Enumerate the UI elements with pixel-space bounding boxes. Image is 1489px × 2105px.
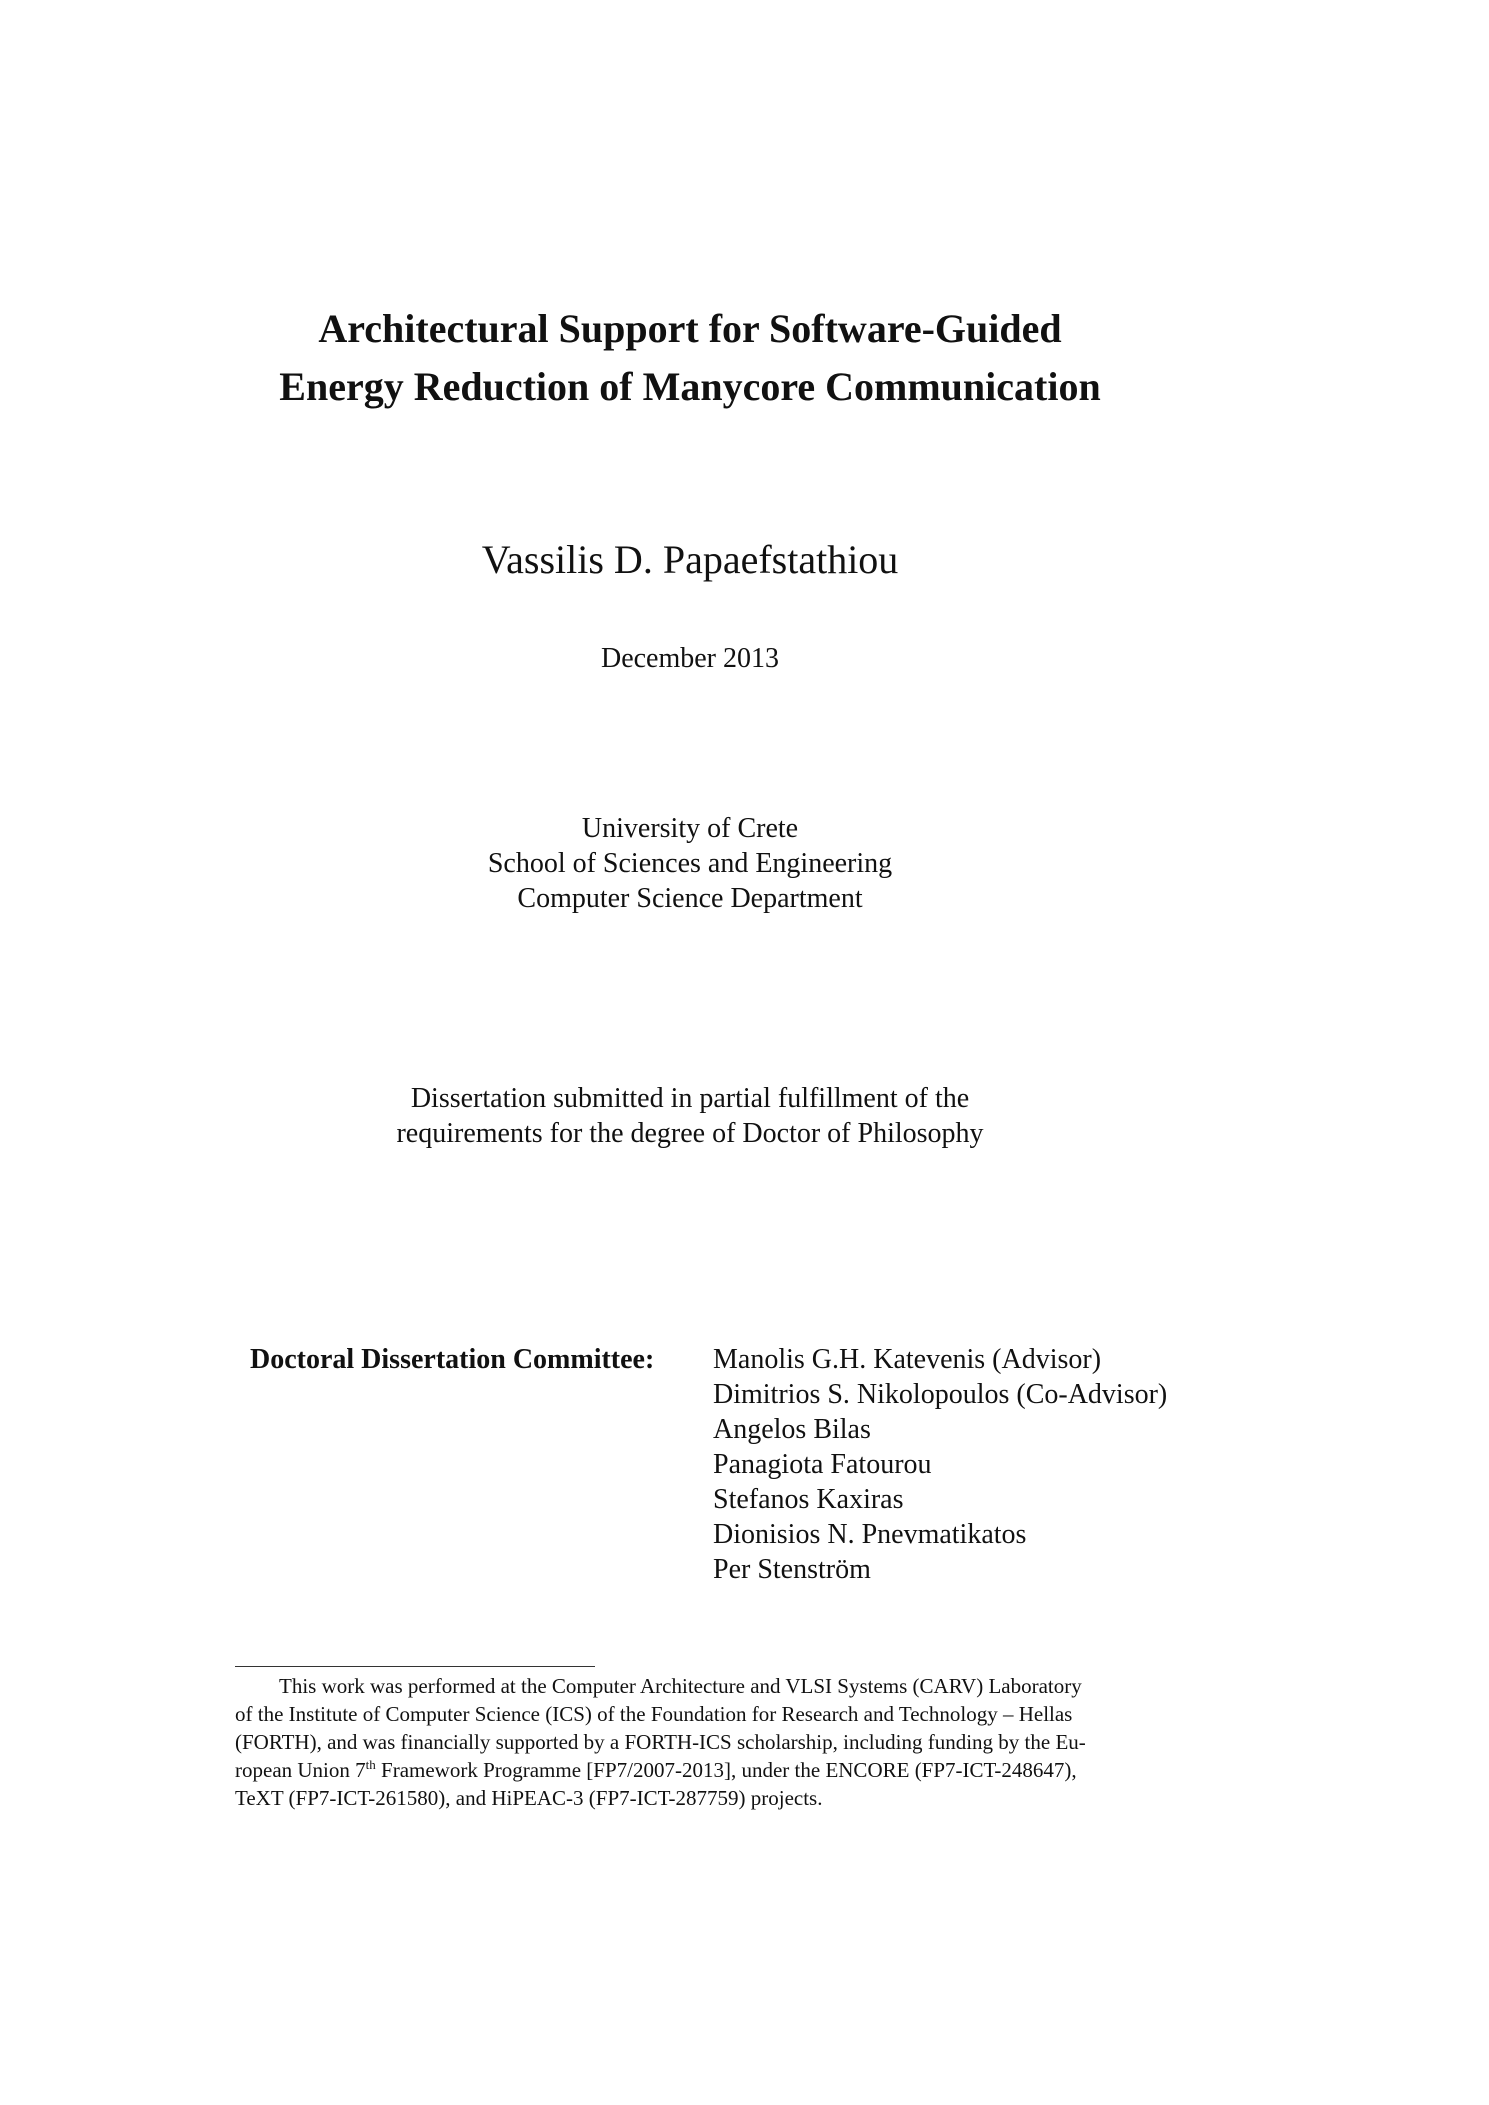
committee-member: Per Stenström [713, 1554, 871, 1585]
footnote-line-3: (FORTH), and was financially supported by a FORTH-ICS scholarship, including funding by the Eu- [235, 1730, 1086, 1754]
footnote-line-2: of the Institute of Computer Science (ICS) of the Foundation for Research and Technology – Hellas [235, 1702, 1073, 1726]
author-name: Vassilis D. Papaefstathiou [481, 537, 899, 582]
dissertation-statement-line-1: Dissertation submitted in partial fulfillment of the [410, 1083, 970, 1114]
committee-member: Angelos Bilas [713, 1414, 871, 1445]
committee-list [713, 1342, 1167, 1587]
submission-date: December 2013 [600, 643, 780, 674]
committee-member: Panagiota Fatourou [713, 1449, 932, 1480]
footnote-line-4-end: Framework Programme [FP7/2007-2013], under the ENCORE (FP7-ICT-248647), [375, 1758, 1077, 1782]
committee-member: Stefanos Kaxiras [713, 1484, 904, 1515]
footnote-line-4 [235, 1756, 1135, 1784]
committee-label: Doctoral Dissertation Committee: [250, 1344, 655, 1375]
department-name: Computer Science Department [517, 883, 863, 914]
affiliation-block [0, 811, 1380, 916]
footnote-rule [235, 1666, 595, 1667]
university-name: University of Crete [581, 813, 799, 844]
footnote-line-1: This work was performed at the Computer Architecture and VLSI Systems (CARV) Laboratory [279, 1674, 1082, 1698]
dissertation-statement-line-2: requirements for the degree of Doctor of Philosophy [396, 1118, 984, 1149]
footnote [235, 1672, 1135, 1812]
school-name: School of Sciences and Engineering [487, 848, 893, 879]
ordinal-superscript: th [365, 1757, 376, 1772]
thesis-title [0, 300, 1380, 416]
dissertation-statement [0, 1081, 1380, 1151]
footnote-line-5: TeXT (FP7-ICT-261580), and HiPEAC-3 (FP7-ICT-287759) projects. [235, 1786, 823, 1810]
footnote-line-4-start: ropean Union 7 [235, 1758, 366, 1782]
committee-member: Dimitrios S. Nikolopoulos (Co-Advisor) [713, 1379, 1168, 1410]
committee-member: Dionisios N. Pnevmatikatos [713, 1519, 1027, 1550]
thesis-title-line-2: Energy Reduction of Manycore Communication [279, 364, 1101, 409]
committee-member: Manolis G.H. Katevenis (Advisor) [713, 1344, 1102, 1375]
thesis-title-line-1: Architectural Support for Software-Guided [318, 306, 1062, 351]
